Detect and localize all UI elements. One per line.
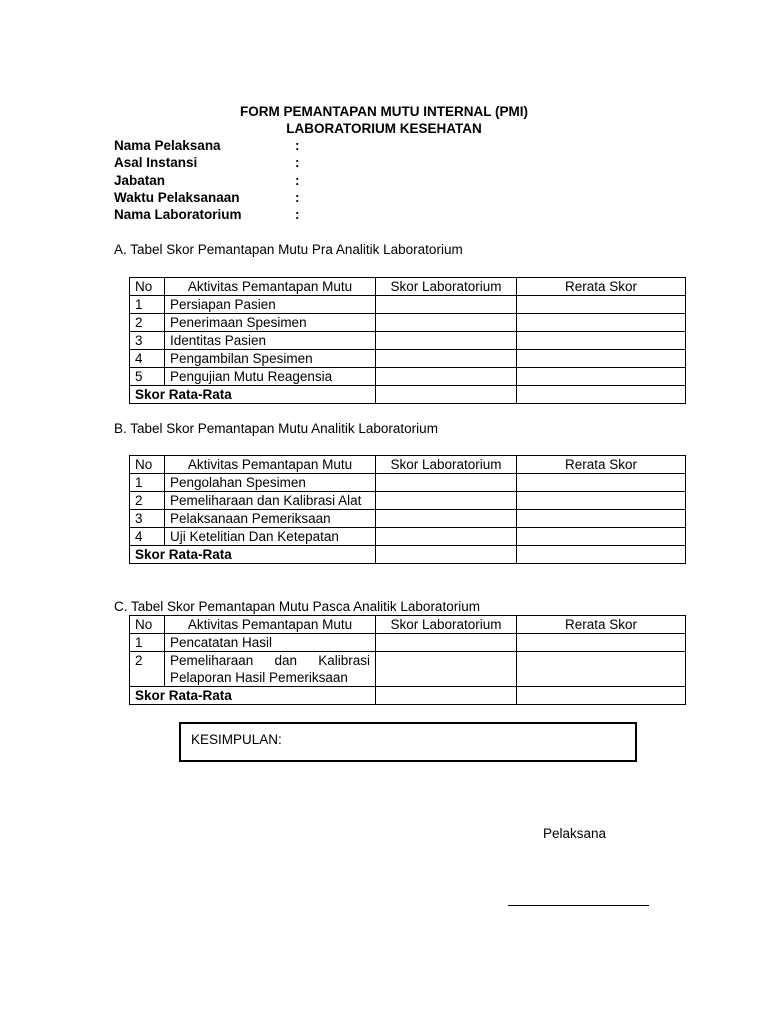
- header-average: Rerata Skor: [517, 616, 686, 634]
- table-analitik: [129, 455, 686, 564]
- table-row: [130, 634, 686, 652]
- score-cell[interactable]: [376, 492, 517, 510]
- row-no: 4: [130, 528, 165, 546]
- row-activity: Pengambilan Spesimen: [165, 350, 376, 368]
- conclusion-box[interactable]: [179, 722, 637, 762]
- row-no: 5: [130, 368, 165, 386]
- row-activity: Pengolahan Spesimen: [165, 474, 376, 492]
- footer-score-cell[interactable]: [376, 546, 517, 564]
- header-score: Skor Laboratorium: [376, 278, 517, 296]
- field-label-asal-instansi: Asal Instansi: [114, 155, 198, 170]
- row-no: 1: [130, 474, 165, 492]
- table-row: [130, 296, 686, 314]
- header-no: No: [130, 456, 165, 474]
- row-activity: Pelaksanaan Pemeriksaan: [165, 510, 376, 528]
- row-activity: Identitas Pasien: [165, 332, 376, 350]
- row-activity: Pemeliharaan dan Kalibrasi Alat: [165, 492, 376, 510]
- row-activity: Uji Ketelitian Dan Ketepatan: [165, 528, 376, 546]
- row-no: 3: [130, 332, 165, 350]
- header-activity: Aktivitas Pemantapan Mutu: [165, 456, 376, 474]
- footer-label: Skor Rata-Rata: [130, 687, 376, 705]
- footer-average-cell[interactable]: [517, 687, 686, 705]
- table-row: [130, 368, 686, 386]
- table-pasca-analitik: [129, 615, 686, 705]
- header-average: Rerata Skor: [517, 456, 686, 474]
- footer-score-cell[interactable]: [376, 687, 517, 705]
- table-footer-row: [130, 386, 686, 404]
- header-score: Skor Laboratorium: [376, 616, 517, 634]
- header-no: No: [130, 616, 165, 634]
- row-no: 2: [130, 314, 165, 332]
- footer-label: Skor Rata-Rata: [130, 546, 376, 564]
- score-cell[interactable]: [376, 296, 517, 314]
- field-colon: :: [295, 190, 300, 205]
- signer-label: Pelaksana: [543, 826, 607, 841]
- average-cell[interactable]: [517, 332, 686, 350]
- section-a-title: A. Tabel Skor Pemantapan Mutu Pra Analitik Laboratorium: [114, 242, 463, 257]
- row-activity: Penerimaan Spesimen: [165, 314, 376, 332]
- average-cell[interactable]: [517, 350, 686, 368]
- table-row: [130, 314, 686, 332]
- footer-label: Skor Rata-Rata: [130, 386, 376, 404]
- footer-score-cell[interactable]: [376, 386, 517, 404]
- row-no: 1: [130, 296, 165, 314]
- row-no: 2: [130, 652, 165, 687]
- score-cell[interactable]: [376, 474, 517, 492]
- score-cell[interactable]: [376, 528, 517, 546]
- score-cell[interactable]: [376, 350, 517, 368]
- section-c-title: C. Tabel Skor Pemantapan Mutu Pasca Analitik Laboratorium: [114, 599, 480, 614]
- row-activity: Persiapan Pasien: [165, 296, 376, 314]
- score-cell[interactable]: [376, 332, 517, 350]
- header-no: No: [130, 278, 165, 296]
- row-no: 1: [130, 634, 165, 652]
- field-label-nama-laboratorium: Nama Laboratorium: [114, 207, 242, 222]
- table-row: [130, 510, 686, 528]
- row-activity: Pencatatan Hasil: [165, 634, 376, 652]
- average-cell[interactable]: [517, 492, 686, 510]
- field-colon: :: [295, 138, 300, 153]
- average-cell[interactable]: [517, 368, 686, 386]
- row-activity: Pemeliharaan dan Kalibrasi Pelaporan Hasil Pemeriksaan: [165, 652, 376, 687]
- score-cell[interactable]: [376, 510, 517, 528]
- average-cell[interactable]: [517, 634, 686, 652]
- footer-average-cell[interactable]: [517, 546, 686, 564]
- score-cell[interactable]: [376, 368, 517, 386]
- table-row: [130, 492, 686, 510]
- row-activity: Pengujian Mutu Reagensia: [165, 368, 376, 386]
- header-activity: Aktivitas Pemantapan Mutu: [165, 278, 376, 296]
- section-b-title: B. Tabel Skor Pemantapan Mutu Analitik Laboratorium: [114, 421, 438, 436]
- table-row: [130, 332, 686, 350]
- footer-average-cell[interactable]: [517, 386, 686, 404]
- table-row: [130, 350, 686, 368]
- row-no: 2: [130, 492, 165, 510]
- average-cell[interactable]: [517, 296, 686, 314]
- average-cell[interactable]: [517, 528, 686, 546]
- field-label-waktu-pelaksanaan: Waktu Pelaksanaan: [114, 190, 240, 205]
- score-cell[interactable]: [376, 652, 517, 687]
- average-cell[interactable]: [517, 314, 686, 332]
- score-cell[interactable]: [376, 634, 517, 652]
- header-activity: Aktivitas Pemantapan Mutu: [165, 616, 376, 634]
- field-colon: :: [295, 155, 300, 170]
- conclusion-label: KESIMPULAN:: [191, 732, 282, 747]
- table-row: [130, 474, 686, 492]
- average-cell[interactable]: [517, 510, 686, 528]
- form-subtitle: LABORATORIUM KESEHATAN: [286, 121, 482, 136]
- header-score: Skor Laboratorium: [376, 456, 517, 474]
- table-footer-row: [130, 546, 686, 564]
- average-cell[interactable]: [517, 474, 686, 492]
- signature-line[interactable]: [508, 905, 649, 906]
- average-cell[interactable]: [517, 652, 686, 687]
- table-header-row: [130, 278, 686, 296]
- table-row: [130, 652, 686, 687]
- table-row: [130, 528, 686, 546]
- table-pra-analitik: [129, 277, 686, 404]
- form-title: FORM PEMANTAPAN MUTU INTERNAL (PMI): [240, 104, 528, 119]
- score-cell[interactable]: [376, 314, 517, 332]
- row-no: 3: [130, 510, 165, 528]
- field-colon: :: [295, 207, 300, 222]
- row-no: 4: [130, 350, 165, 368]
- field-colon: :: [295, 173, 300, 188]
- field-label-jabatan: Jabatan: [114, 173, 166, 188]
- header-average: Rerata Skor: [517, 278, 686, 296]
- field-label-nama-pelaksana: Nama Pelaksana: [114, 138, 221, 153]
- table-header-row: [130, 456, 686, 474]
- table-header-row: [130, 616, 686, 634]
- table-footer-row: [130, 687, 686, 705]
